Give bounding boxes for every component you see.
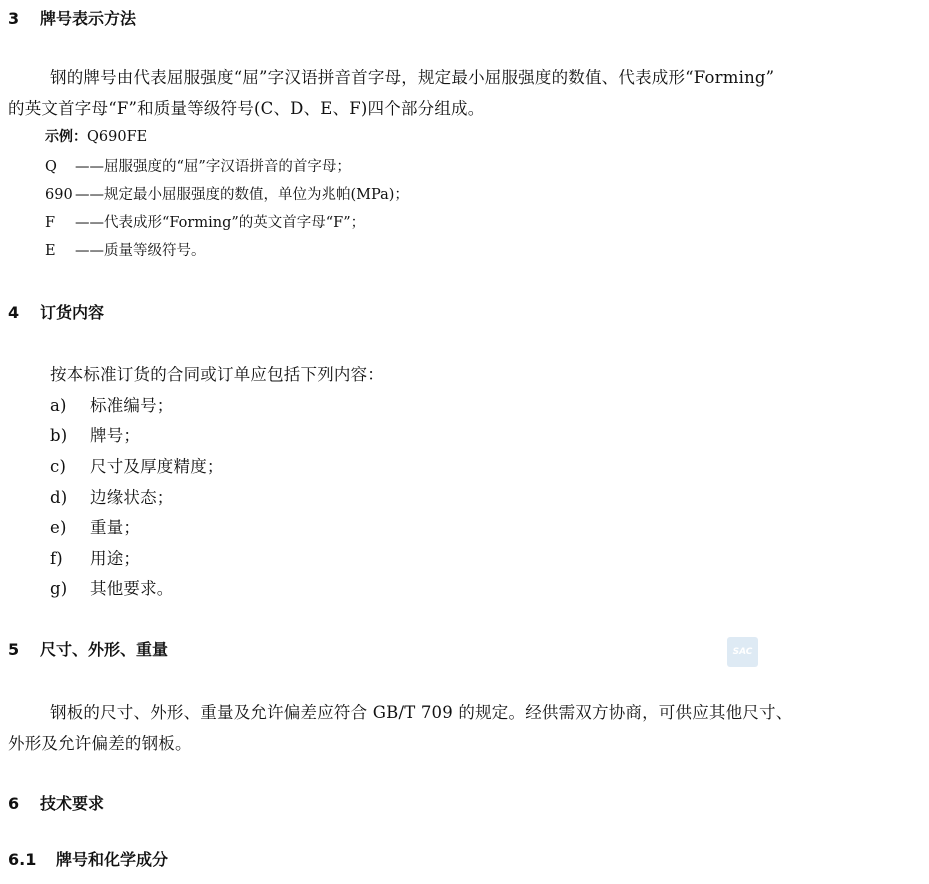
list-item (50, 514, 140, 538)
section-number: 3 (8, 9, 20, 28)
example-item (45, 211, 365, 232)
section-3-heading (8, 6, 136, 29)
section-number: 6 (8, 794, 20, 813)
example-header (45, 126, 147, 146)
example-text: ——质量等级符号。 (75, 243, 206, 259)
example-label: 示例： (45, 129, 87, 145)
list-item (50, 453, 224, 477)
list-key: d) (50, 488, 68, 507)
list-text: 标准编号； (90, 396, 174, 415)
example-value: Q690FE (87, 129, 148, 145)
section-5-heading (8, 637, 168, 660)
list-item (50, 484, 174, 508)
list-text: 边缘状态； (90, 488, 174, 507)
example-key: 690 (45, 187, 73, 203)
list-key: g) (50, 579, 68, 598)
section-title: 订货内容 (40, 303, 105, 322)
section-title: 尺寸、外形、重量 (40, 640, 169, 659)
sac-watermark-logo (727, 637, 758, 667)
example-key: Q (45, 159, 57, 175)
list-item (50, 575, 174, 599)
s3-paragraph-line-1: 钢的牌号由代表屈服强度“屈”字汉语拼音首字母，规定最小屈服强度的数值、代表成形“Forming” (50, 68, 775, 87)
section-number: 6.1 (8, 850, 37, 869)
example-text: ——规定最小屈服强度的数值，单位为兆帕(MPa)； (75, 187, 409, 203)
list-key: c) (50, 457, 67, 476)
list-key: f) (50, 549, 63, 568)
section-6-1-heading (8, 847, 168, 870)
list-key: a) (50, 396, 67, 415)
list-item (50, 392, 174, 416)
list-key: b) (50, 426, 68, 445)
section-title: 牌号和化学成分 (56, 850, 169, 869)
section-6-heading (8, 791, 104, 814)
s3-paragraph-line-2: 的英文首字母“F”和质量等级符号(C、D、E、F)四个部分组成。 (8, 99, 485, 118)
s4-paragraph: 按本标准订货的合同或订单应包括下列内容： (50, 365, 384, 384)
list-key: e) (50, 518, 67, 537)
list-text: 尺寸及厚度精度； (90, 457, 224, 476)
section-number: 5 (8, 640, 20, 659)
list-item (50, 422, 140, 446)
section-title: 技术要求 (40, 794, 105, 813)
example-item (45, 183, 409, 204)
list-item (50, 545, 140, 569)
example-item (45, 155, 351, 176)
section-4-heading (8, 300, 104, 323)
section-number: 4 (8, 303, 20, 322)
example-text: ——代表成形“Forming”的英文首字母“F”； (75, 215, 366, 231)
list-text: 其他要求。 (90, 579, 174, 598)
s5-paragraph-line-1: 钢板的尺寸、外形、重量及允许偏差应符合 GB/T 709 的规定。经供需双方协商，可供应其他尺寸、 (50, 703, 793, 722)
example-key: F (45, 215, 56, 231)
example-text: ——屈服强度的“屈”字汉语拼音的首字母； (75, 159, 351, 175)
example-item (45, 239, 206, 260)
list-text: 重量； (90, 518, 141, 537)
list-text: 牌号； (90, 426, 141, 445)
list-text: 用途； (90, 549, 141, 568)
watermark-text: SAC (732, 647, 753, 657)
example-key: E (45, 243, 56, 259)
s5-paragraph-line-2: 外形及允许偏差的钢板。 (8, 734, 192, 753)
section-title: 牌号表示方法 (40, 9, 137, 28)
